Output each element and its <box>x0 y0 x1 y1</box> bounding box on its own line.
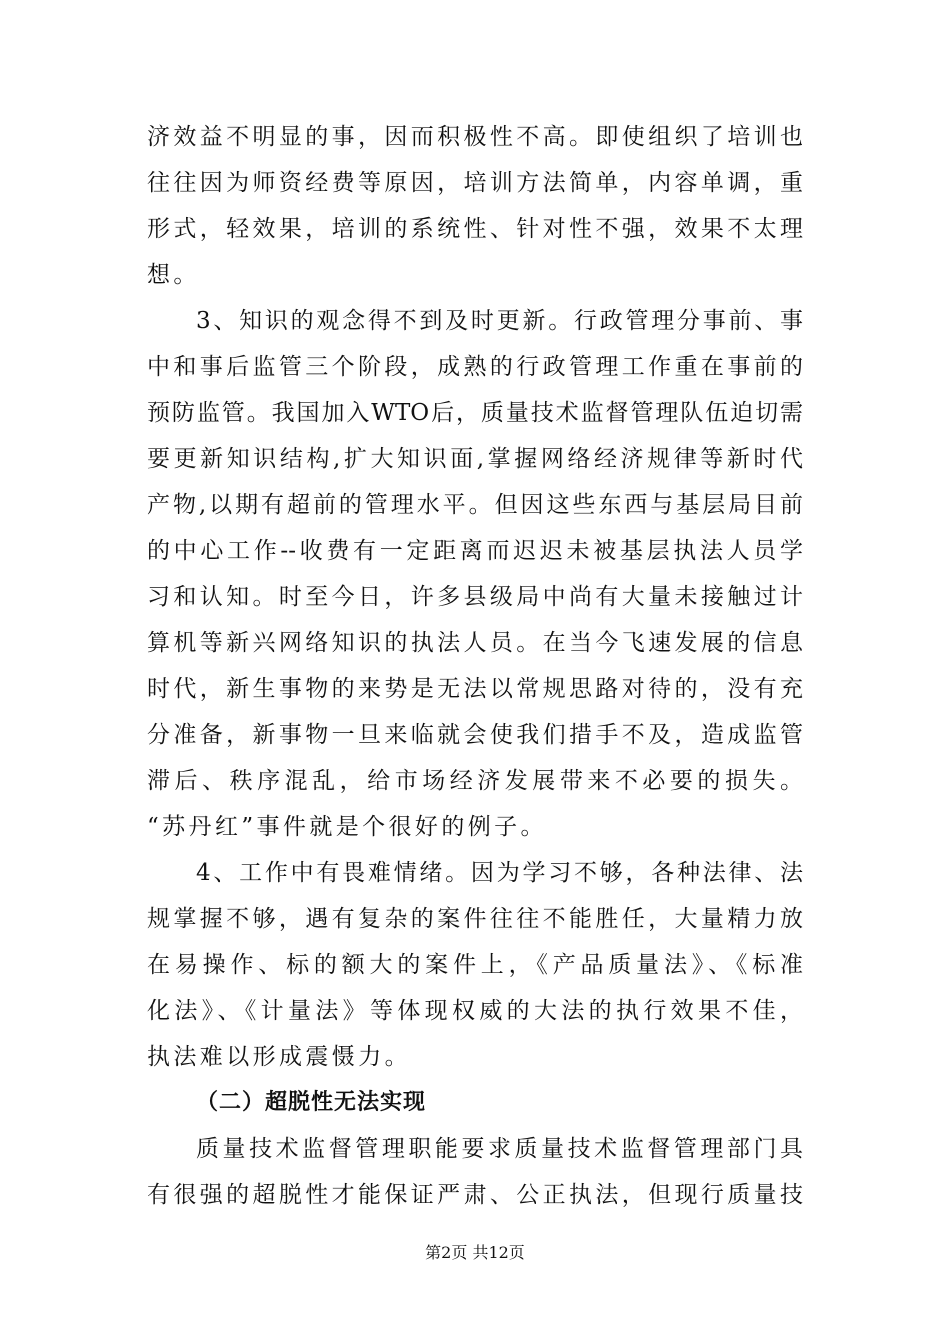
paragraph-line: 质量技术监督管理职能要求质量技术监督管理部门具 <box>196 1136 803 1162</box>
paragraph-line: 规掌握不够，遇有复杂的案件往往不能胜任，大量精力放 <box>147 906 803 932</box>
paragraph-line: 预防监管。我国加入WTO后，质量技术监督管理队伍迫切需 <box>147 400 803 426</box>
paragraph-line: 习和认知。时至今日，许多县级局中尚有大量未接触过计 <box>147 584 803 610</box>
paragraph-line: 想。 <box>147 262 200 288</box>
paragraph-line: 产物,以期有超前的管理水平。但因这些东西与基层局目前 <box>147 492 803 518</box>
paragraph-line: 4、工作中有畏难情绪。因为学习不够，各种法律、法 <box>196 860 803 886</box>
paragraph-line: 中和事后监管三个阶段，成熟的行政管理工作重在事前的 <box>147 354 803 380</box>
paragraph-line: 化法》、《计量法》等体现权威的大法的执行效果不佳， <box>147 998 803 1024</box>
paragraph-line: 时代，新生事物的来势是无法以常规思路对待的，没有充 <box>147 676 803 702</box>
paragraph-line: 往往因为师资经费等原因，培训方法简单，内容单调，重 <box>147 170 803 196</box>
paragraph-line: 滞后、秩序混乱，给市场经济发展带来不必要的损失。 <box>147 768 803 794</box>
paragraph-line: “苏丹红”事件就是个很好的例子。 <box>147 814 547 840</box>
paragraph-line: 分准备，新事物一旦来临就会使我们措手不及，造成监管 <box>147 722 803 748</box>
paragraph-line: 算机等新兴网络知识的执法人员。在当今飞速发展的信息 <box>147 630 803 656</box>
paragraph-line: 的中心工作--收费有一定距离而迟迟未被基层执法人员学 <box>147 538 803 564</box>
section-heading: （二）超脱性无法实现 <box>196 1090 427 1115</box>
paragraph-line: 要更新知识结构,扩大知识面,掌握网络经济规律等新时代 <box>147 446 803 472</box>
paragraph-line: 有很强的超脱性才能保证严肃、公正执法，但现行质量技 <box>147 1182 803 1208</box>
paragraph-line: 执法难以形成震慑力。 <box>147 1044 411 1070</box>
paragraph-line: 形式，轻效果，培训的系统性、针对性不强，效果不太理 <box>147 216 803 242</box>
paragraph-line: 济效益不明显的事，因而积极性不高。即使组织了培训也 <box>147 124 803 150</box>
paragraph-line: 在易操作、标的额大的案件上，《产品质量法》、《标准 <box>147 952 803 978</box>
paragraph-line: 3、知识的观念得不到及时更新。行政管理分事前、事 <box>196 308 803 334</box>
page-number-footer: 第2页 共12页 <box>425 1243 525 1262</box>
